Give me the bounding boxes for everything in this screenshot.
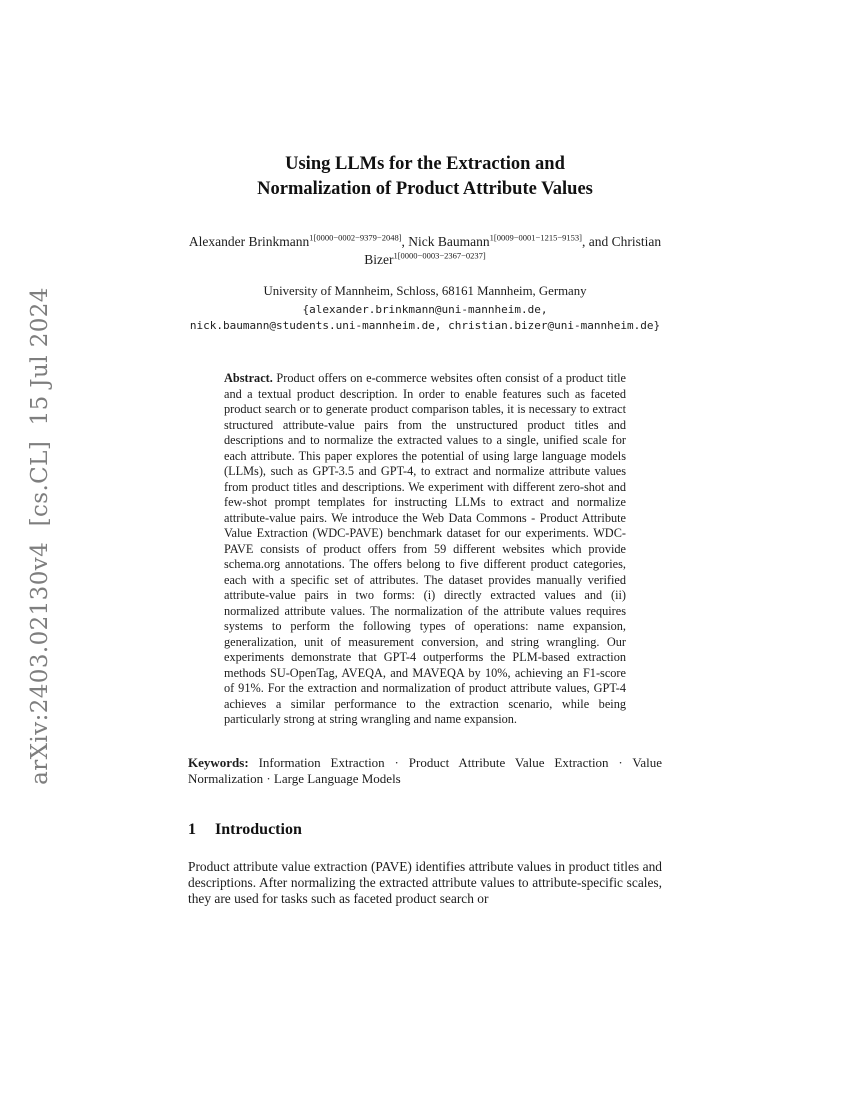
paper-title xyxy=(188,152,662,202)
keywords-body: Information Extraction · Product Attribute Value Extraction · Value Normalization · Large Language Models xyxy=(188,754,663,786)
author-orcid-3: 1[0000−0003−2367−0237] xyxy=(393,250,486,260)
author-name-1: Alexander Brinkmann xyxy=(188,234,310,249)
author-orcid-1: 1[0000−0002−9379−2048] xyxy=(309,232,402,243)
keywords-label: Keywords: xyxy=(188,754,249,770)
author-separator-1: , xyxy=(401,234,409,249)
email-line2: nick.baumann@students.uni-mannheim.de, christian.bizer@uni-mannheim.de} xyxy=(189,318,661,332)
section-1-number: 1 xyxy=(188,820,196,838)
paper-title-line1: Using LLMs for the Extraction and xyxy=(285,154,565,174)
abstract-body: Product offers on e-commerce websites often consist of a product title and a textual product description. In order to enable features such as faceted product search or to generate product comparison tables, it is necessary to extract structured attribute-value pairs from the unstructured product titles and descriptions and to normalize the extracted values to a single, unified scale for each attribute. This paper explores the potential of using large language models (LLMs), such as GPT-3.5 and GPT-4, to extract and normalize attribute values from product titles and descriptions. We experiment with different zero-shot and few-shot prompt templates for instructing LLMs to extract and normalize attribute-value pairs. We introduce the Web Data Commons - Product Attribute Value Extraction (WDC-PAVE) benchmark dataset for our experiments. WDC-PAVE consists of product offers from 59 different websites which provide schema.org annotations. The offers belong to five different product categories, each with a specific set of attributes. The dataset provides manually verified attribute-value pairs in two forms: (i) directly extracted values and (ii) normalized attribute values. The normalization of the attribute values requires systems to perform the following types of operations: name expansion, generalization, unit of measurement conversion, and string wrangling. Our experiments demonstrate that GPT-4 outperforms the PLM-based extraction methods SU-OpenTag, AVEQA, and MAVEQA by 10%, achieving an F1-score of 91%. For the extraction and normalization of product attribute values, GPT-4 achieves a similar performance to the extraction scenario, while being particularly strong at string wrangling and name expansion. xyxy=(224,371,627,726)
abstract-label: Abstract. xyxy=(224,371,273,385)
author-name-3: Christian Bizer xyxy=(364,234,662,267)
paper-title-line2: Normalization of Product Attribute Values xyxy=(257,179,593,199)
keywords xyxy=(188,755,662,788)
email-block xyxy=(188,302,662,333)
author-separator-2: , and xyxy=(581,234,612,249)
abstract xyxy=(224,371,626,728)
author-name-2: Nick Baumann xyxy=(408,234,490,249)
paper-content-column xyxy=(188,0,662,921)
section-1-heading xyxy=(188,821,662,839)
arxiv-watermark: arXiv:2403.02130v4 [cs.CL] 15 Jul 2024 xyxy=(27,287,53,785)
section-1-paragraph: Product attribute value extraction (PAVE) identifies attribute values in product titles and descriptions. After normalizing the extracted attribute values to attribute-specific scales, they are used for tasks such as faceted product search or xyxy=(188,858,662,907)
author-list xyxy=(188,233,662,268)
affiliation: University of Mannheim, Schloss, 68161 Mannheim, Germany xyxy=(263,284,587,298)
author-orcid-2: 1[0009−0001−1215−9153] xyxy=(489,232,582,243)
section-1-title: Introduction xyxy=(215,820,302,838)
email-line1: {alexander.brinkmann@uni-mannheim.de, xyxy=(302,303,548,316)
